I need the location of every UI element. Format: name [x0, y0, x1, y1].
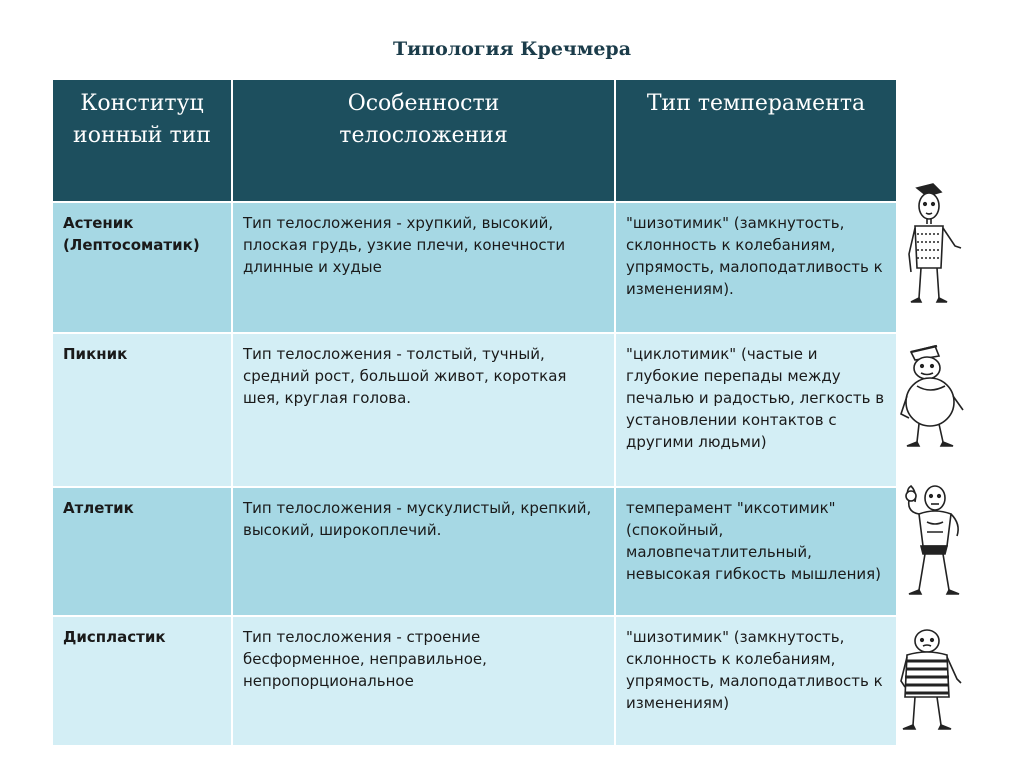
type-cell: Атлетик [52, 487, 232, 616]
header-temperament-type: Тип темперамента [615, 79, 897, 202]
typology-table [51, 78, 898, 747]
page-title: Типология Кречмера [392, 38, 632, 60]
table-row [52, 202, 897, 333]
body-cell: Тип телосложения - мускулистый, крепкий, высокий, широкоплечий. [232, 487, 615, 616]
temperament-cell: "шизотимик" (замкнутость, склонность к колебаниям, упрямость, малоподатливость к изменениям). [615, 202, 897, 333]
temperament-cell: темперамент "иксотимик" (спокойный, маловпечатлительный, невысокая гибкость мышления) [615, 487, 897, 616]
type-cell: Астеник (Лептосоматик) [52, 202, 232, 333]
temperament-cell: "циклотимик" (частые и глубокие перепады между печалью и радостью, легкость в установлении контактов с другими людьми) [615, 333, 897, 487]
asthenic-figure [897, 182, 967, 312]
header-constitutional-type: Конституц ионный тип [52, 79, 232, 202]
table-row [52, 616, 897, 746]
athletic-figure [897, 480, 967, 605]
temperament-cell: "шизотимик" (замкнутость, склонность к колебаниям, упрямость, малоподатливость к изменениям) [615, 616, 897, 746]
table-row [52, 487, 897, 616]
pyknic-figure [897, 338, 967, 453]
body-cell: Тип телосложения - строение бесформенное, неправильное, непропорциональное [232, 616, 615, 746]
table-header-row [52, 79, 897, 202]
dysplastic-figure [897, 625, 967, 737]
type-cell: Диспластик [52, 616, 232, 746]
body-cell: Тип телосложения - толстый, тучный, средний рост, большой живот, короткая шея, круглая голова. [232, 333, 615, 487]
table-row [52, 333, 897, 487]
body-cell: Тип телосложения - хрупкий, высокий, плоская грудь, узкие плечи, конечности длинные и худые [232, 202, 615, 333]
type-cell: Пикник [52, 333, 232, 487]
header-body-features: Особенности телосложения [232, 79, 615, 202]
